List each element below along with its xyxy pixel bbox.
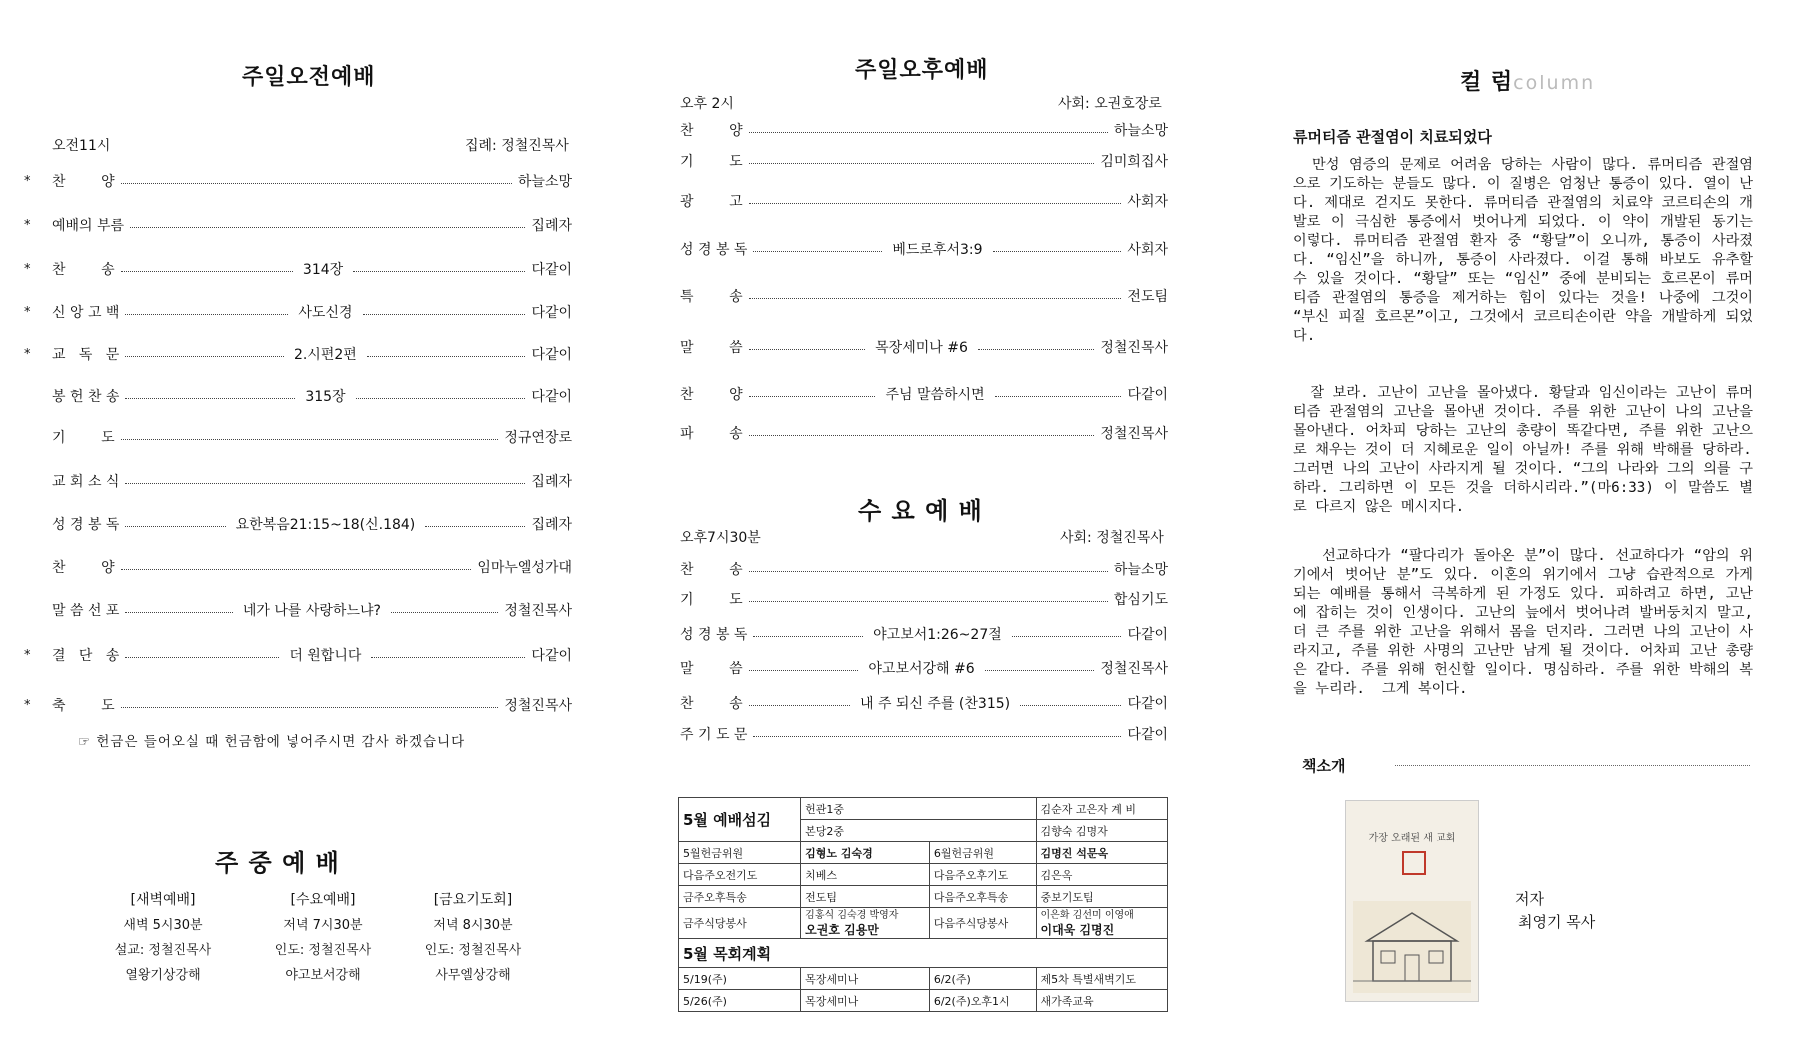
column-title-en: column: [1513, 72, 1596, 94]
order-item-person: 다같이: [1127, 627, 1169, 643]
standing-marker: *: [24, 261, 31, 277]
standing-marker: *: [24, 173, 31, 189]
order-item-person: 임마누엘성가대: [477, 560, 572, 576]
leader-dots: [121, 569, 472, 570]
service-title: 5월 예배섬김: [679, 798, 801, 842]
leader-dots: [121, 183, 512, 184]
order-item-label: 찬 송: [52, 262, 115, 278]
order-item-label: 말 씀 선 포: [52, 603, 120, 619]
order-item-detail: 야고보서1:26~27절: [873, 627, 1002, 643]
order-item-person: 합심기도: [1113, 592, 1168, 608]
weekday-who: 인도: 정철진목사: [424, 943, 522, 958]
leader-dots: [125, 356, 284, 357]
order-item-label: 찬 양: [52, 560, 115, 576]
order-item: [52, 514, 572, 534]
sched-cell: 새가족교육: [1036, 990, 1168, 1012]
sched-cell: 김향숙 김명자: [1036, 820, 1168, 842]
order-item-person: 집례자: [531, 517, 573, 533]
leader-dots: [985, 670, 1095, 671]
leader-dots: [1012, 636, 1122, 637]
order-item-label: 말 씀: [680, 661, 743, 677]
order-item-detail: 사도신경: [298, 305, 353, 321]
wednesday-leader: 사회: 정철진목사: [1060, 530, 1164, 546]
order-item: [680, 151, 1168, 171]
weekday-head: [금요기도회]: [433, 892, 513, 908]
order-item-person: 다같이: [531, 648, 572, 664]
book-section-rule: [1395, 765, 1750, 766]
weekday-time: 새벽 5시30분: [123, 918, 203, 933]
order-item: [24, 302, 573, 322]
order-item-person: 정규연장로: [504, 430, 572, 446]
order-item-person: 정철진목사: [504, 603, 572, 619]
order-item: [680, 559, 1168, 579]
order-item: [680, 120, 1168, 140]
order-item: [52, 427, 572, 447]
column-title: [1460, 65, 1595, 96]
leader-dots: [363, 314, 526, 315]
leader-dots: [995, 396, 1122, 397]
leader-dots: [130, 227, 525, 228]
standing-marker: *: [24, 346, 31, 362]
sched-cell: 5월헌금위원: [679, 842, 801, 864]
leader-dots: [125, 657, 279, 658]
leader-dots: [121, 439, 499, 440]
sched-cell: 다음주오후기도: [929, 864, 1036, 886]
offering-note: ☞ 헌금은 들어오실 때 헌금함에 넣어주시면 감사 하겠습니다: [78, 734, 466, 750]
order-item-person: 다같이: [531, 262, 573, 278]
order-item-label: 봉 헌 찬 송: [52, 389, 120, 405]
sched-subline: 김홍식 김숙경 박영자: [805, 910, 899, 921]
sched-cell: 김명진 석문옥: [1036, 842, 1168, 864]
book-cover-title: 가장 오래된 새 교회: [1368, 833, 1456, 844]
order-item-label: 기 도: [680, 592, 743, 608]
order-item: [680, 191, 1168, 211]
order-item-detail: 더 원합니다: [289, 648, 362, 664]
column-paragraph-3: 선교하다가 “팔다리가 돌아온 분”이 많다. 선교하다가 “암의 위기에서 벗어난 분”도 있다. 이혼의 위기에서 그냥 습관적으로 가게 되는 예배를 통해서 극복하게 된 가정도 있다. 피하려고 하면, 고난에 잡히는 것이 인생이다. 고난의 늪에서 벗어나려 발버둥치지 말고, 더 큰 주를 위한 고난을 위해서 몸을 던지라. 그러면 나의 고난이 사라지고, 주를 위한 사명의 고난만 남게 될 것이다. 어차피 고난 총량은 같다. 주를 위해 헌신할 일이다. 명심하라. 주를 위한 박해의 복을 누리라. 그게 복이다.: [1293, 548, 1762, 697]
weekday-service-column: [258, 888, 388, 988]
order-item-person: 다같이: [1127, 696, 1169, 712]
order-item: [52, 557, 572, 577]
sched-subline: 이대욱 김명진: [1040, 923, 1115, 937]
order-item: [680, 337, 1168, 357]
leader-dots: [753, 736, 1121, 737]
order-item-label: 기 도: [680, 154, 743, 170]
order-item: [680, 693, 1168, 713]
order-item-label: 신 앙 고 백: [52, 305, 120, 321]
order-item-label: 파 송: [680, 426, 743, 442]
order-item-person: 정철진목사: [1100, 426, 1168, 442]
sched-cell: 6월헌금위원: [929, 842, 1036, 864]
sched-cell: 헌관1중: [801, 798, 1036, 820]
leader-dots: [749, 132, 1108, 133]
morning-time: 오전11시: [52, 138, 111, 154]
order-item-detail: 2.시편2편: [293, 347, 357, 363]
order-item: [680, 658, 1168, 678]
order-item-person: 김미희집사: [1100, 154, 1168, 170]
leader-dots: [749, 298, 1122, 299]
leader-dots: [749, 435, 1095, 436]
sched-cell: [1036, 908, 1168, 939]
author-label: 저자: [1515, 890, 1544, 908]
order-item: [24, 259, 573, 279]
order-item-label: 성 경 봉 독: [680, 627, 748, 643]
order-item-person: 정철진목사: [504, 698, 572, 714]
leader-dots: [749, 349, 866, 350]
morning-leader: 집례: 정철진목사: [465, 138, 569, 154]
weekday-head: [새벽예배]: [130, 892, 196, 908]
order-item-detail: 315장: [305, 389, 346, 405]
weekday-text: 열왕기상강해: [125, 968, 201, 983]
order-item-person: 다같이: [531, 389, 572, 405]
order-item-detail: 주님 말씀하시면: [885, 387, 985, 403]
order-item: [680, 724, 1168, 744]
order-item-label: 찬 양: [52, 174, 115, 190]
afternoon-title: 주일오후예배: [855, 58, 989, 83]
order-item-label: 교 독 문: [52, 347, 120, 363]
order-item-label: 교 회 소 식: [52, 474, 120, 490]
book-section-label: 책소개: [1302, 757, 1346, 775]
sched-cell: 치베스: [801, 864, 930, 886]
leader-dots: [371, 657, 525, 658]
sched-cell: 6/2(주)오후1시: [929, 990, 1036, 1012]
leader-dots: [125, 612, 232, 613]
sched-cell: 목장세미나: [801, 968, 930, 990]
leader-dots: [749, 163, 1095, 164]
standing-marker: *: [24, 217, 31, 233]
order-item-label: 특 송: [680, 289, 743, 305]
weekday-who: 설교: 정철진목사: [114, 943, 212, 958]
leader-dots: [749, 396, 876, 397]
leader-dots: [353, 271, 525, 272]
sched-subline: 이은화 김선미 이영애: [1040, 910, 1134, 921]
afternoon-time: 오후 2시: [680, 96, 734, 112]
leader-dots: [753, 251, 882, 252]
order-item-label: 광 고: [680, 194, 743, 210]
leader-dots: [121, 271, 293, 272]
order-item: [680, 624, 1168, 644]
order-item-person: 정철진목사: [1100, 340, 1168, 356]
sched-cell: 목장세미나: [801, 990, 930, 1012]
column-paragraph-1: 만성 염증의 문제로 어려움 당하는 사람이 많다. 류머티즘 관절염으로 기도하는 분들도 많다. 이 질병은 엄청난 통증이 있다. 열이 난다. 제대로 걷지도 못한다. 류머티즘 관절염의 치료약 코르티손의 개발로 이 극심한 통증에서 벗어나게 되었다. 이 약이 개발된 동기는 이렇다. 류머티즘 관절염 환자 중 “황달”이 오니까, 통증이 사라졌다. “임신”을 하니까, 통증이 사라졌다. 이걸 통해 바보도 유추할 수 있을 것이다. “황달” 또는 “임신” 중에 분비되는 호르몬이 류머티즘 관절염의 통증을 제거하는 힘이 있다는 것을! 나중에 그것이 “부신 피질 호르몬”이고, 그것에서 코르티손이란 약을 개발하게 되었다.: [1293, 157, 1762, 344]
order-item: [52, 386, 572, 406]
sched-cell: 6/2(주): [929, 968, 1036, 990]
sched-cell: 5/19(주): [679, 968, 801, 990]
wednesday-time: 오후7시30분: [680, 530, 761, 546]
order-item: [24, 645, 572, 665]
weekday-service-column: [408, 888, 538, 988]
order-item: [680, 589, 1168, 609]
order-item-person: 다같이: [1127, 727, 1168, 743]
plan-title: 5월 목회계획: [679, 939, 1168, 968]
order-item: [680, 239, 1168, 259]
order-item-person: 전도팀: [1127, 289, 1168, 305]
order-item-label: 주 기 도 문: [680, 727, 748, 743]
order-item-person: 다같이: [1127, 387, 1169, 403]
order-item-person: 집례자: [531, 474, 572, 490]
sched-cell: [801, 908, 930, 939]
house-illustration: [1353, 901, 1471, 993]
wednesday-title: 수 요 예 배: [858, 497, 983, 525]
order-item-detail: 목장세미나 #6: [875, 340, 968, 356]
order-item-label: 예배의 부름: [52, 218, 125, 234]
weekday-title: 주 중 예 배: [215, 849, 340, 877]
leader-dots: [749, 705, 850, 706]
weekday-text: 야고보서강해: [285, 968, 361, 983]
sched-cell: 중보기도팀: [1036, 886, 1168, 908]
leader-dots: [121, 707, 499, 708]
standing-marker: *: [24, 304, 31, 320]
order-item-detail: 요한복음21:15~18(신.184): [235, 517, 416, 533]
leader-dots: [978, 349, 1095, 350]
weekday-who: 인도: 정철진목사: [274, 943, 372, 958]
order-item-person: 집례자: [531, 218, 572, 234]
order-item-person: 사회자: [1127, 242, 1168, 258]
order-item-label: 기 도: [52, 430, 115, 446]
weekday-text: 사무엘상강해: [435, 968, 511, 983]
order-item-person: 다같이: [531, 305, 573, 321]
order-item-detail: 야고보서강해 #6: [868, 661, 975, 677]
sched-cell: 전도팀: [801, 886, 930, 908]
standing-marker: *: [24, 697, 31, 713]
order-item-label: 성 경 봉 독: [680, 242, 748, 258]
sched-cell: 5/26(주): [679, 990, 801, 1012]
sched-cell: 다음주오후특송: [929, 886, 1036, 908]
order-item-label: 찬 송: [680, 696, 743, 712]
order-item-person: 정철진목사: [1100, 661, 1169, 677]
column-subtitle: 류머티즘 관절염이 치료되었다: [1293, 128, 1492, 146]
leader-dots: [367, 356, 526, 357]
order-item-label: 찬 양: [680, 387, 743, 403]
column-title-ko: 컬 럼: [1460, 70, 1514, 95]
order-item-label: 성 경 봉 독: [52, 517, 120, 533]
leader-dots: [749, 601, 1108, 602]
sched-cell: 금주식당봉사: [679, 908, 801, 939]
order-item: [24, 215, 572, 235]
sched-subline: 오권호 김용만: [805, 923, 879, 937]
leader-dots: [125, 398, 295, 399]
afternoon-leader: 사회: 오권호장로: [1058, 96, 1162, 112]
order-item-label: 축 도: [52, 698, 115, 714]
sched-cell: 김형노 김숙경: [801, 842, 930, 864]
author-name: 최영기 목사: [1518, 913, 1596, 931]
order-item-detail: 베드로후서3:9: [892, 242, 983, 258]
weekday-time: 저녁 8시30분: [433, 918, 513, 933]
leader-dots: [749, 670, 859, 671]
order-item: [52, 600, 572, 620]
weekday-time: 저녁 7시30분: [283, 918, 363, 933]
leader-dots: [993, 251, 1122, 252]
sched-cell: 금주오후특송: [679, 886, 801, 908]
leader-dots: [753, 636, 863, 637]
book-cover: [1345, 800, 1479, 1002]
order-item: [24, 171, 572, 191]
leader-dots: [1020, 705, 1121, 706]
standing-marker: *: [24, 647, 31, 663]
sched-cell: 김은옥: [1036, 864, 1168, 886]
sched-cell: 김순자 고은자 계 비: [1036, 798, 1168, 820]
morning-title: 주일오전예배: [242, 65, 376, 90]
sched-cell: 다음주식당봉사: [929, 908, 1036, 939]
schedule-table: [678, 797, 1168, 1012]
order-item-label: 말 씀: [680, 340, 743, 356]
leader-dots: [356, 398, 526, 399]
column-paragraph-2: 잘 보라. 고난이 고난을 몰아냈다. 황달과 임신이라는 고난이 류머티즘 관절염의 고난을 몰아낸 것이다. 주를 위한 고난이 나의 고난을 몰아낸다. 어차피 당하는 고난의 총량이 똑같다면, 주를 위한 고난으로 채우는 것이 더 지혜로운 일이 아닐까! 주를 위해 박해를 당하라. 그러면 나의 고난이 사라지게 될 것이다. “그의 나라와 그의 의를 구하라. 그리하면 이 모든 것을 더하시리라.”(마6:33) 이 말씀도 별로 다르지 않은 메시지다.: [1293, 385, 1753, 515]
order-item-label: 찬 송: [680, 562, 743, 578]
book-cover-logo: [1402, 851, 1426, 875]
order-item-detail: 314장: [302, 262, 344, 278]
order-item: [680, 286, 1168, 306]
order-item-label: 찬 양: [680, 123, 743, 139]
order-item: [24, 344, 573, 364]
weekday-service-column: [98, 888, 228, 988]
sched-cell: 다음주오전기도: [679, 864, 801, 886]
leader-dots: [425, 526, 525, 527]
order-item-person: 하늘소망: [1113, 562, 1168, 578]
leader-dots: [125, 483, 525, 484]
order-item-detail: 내 주 되신 주를 (찬315): [859, 696, 1011, 712]
leader-dots: [391, 612, 498, 613]
order-item: [24, 695, 572, 715]
order-item: [680, 423, 1168, 443]
order-item: [52, 471, 572, 491]
weekday-head: [수요예배]: [290, 892, 356, 908]
order-item-detail: 네가 나를 사랑하느냐?: [242, 603, 381, 619]
sched-cell: 본당2중: [801, 820, 1036, 842]
order-item-person: 하늘소망: [1113, 123, 1168, 139]
sched-cell: 제5차 특별새벽기도: [1036, 968, 1168, 990]
order-item-person: 하늘소망: [517, 174, 572, 190]
order-item-label: 결 단 송: [52, 648, 120, 664]
leader-dots: [749, 203, 1122, 204]
order-item-person: 다같이: [531, 347, 573, 363]
leader-dots: [125, 314, 288, 315]
order-item: [680, 384, 1168, 404]
leader-dots: [749, 571, 1108, 572]
leader-dots: [125, 526, 225, 527]
order-item-person: 사회자: [1127, 194, 1168, 210]
